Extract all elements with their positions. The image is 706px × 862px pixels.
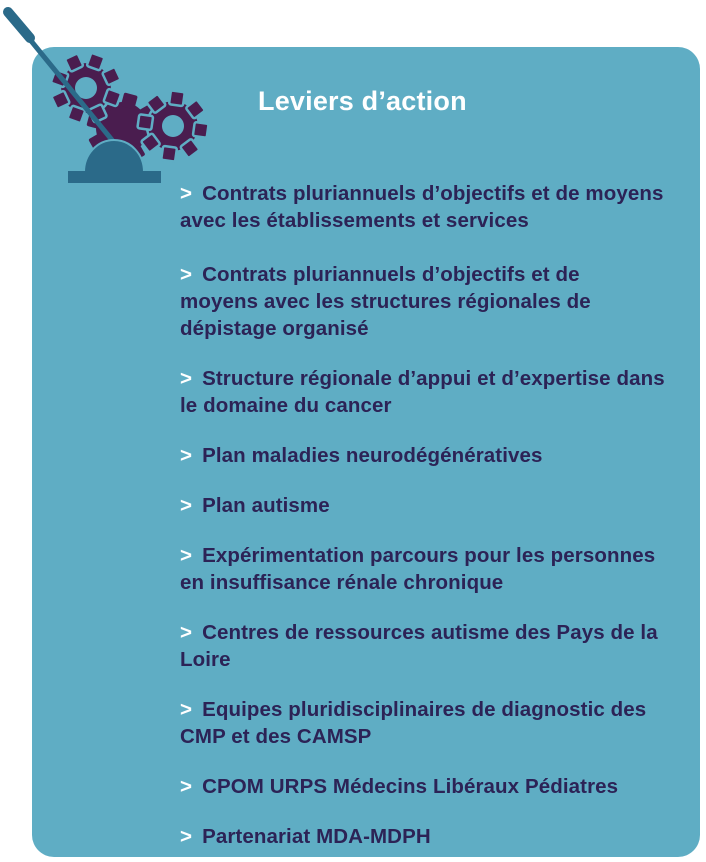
chevron-right-icon: > [180,621,193,644]
list-item [180,542,680,596]
list-item [180,261,650,342]
chevron-right-icon: > [180,444,193,467]
list-item-text: Partenariat MDA-MDPH [202,825,431,848]
chevron-right-icon: > [180,825,193,848]
list-item-text: Structure régionale d’appui et d’expertise dans le domaine du cancer [180,367,665,417]
list-item-text: Centres de ressources autisme des Pays de la Loire [180,621,658,671]
list-item [180,492,680,519]
list-item-text: CPOM URPS Médecins Libéraux Pédiatres [202,775,619,798]
list-item [180,365,680,419]
chevron-right-icon: > [180,263,193,286]
list-item-text: Plan autisme [202,494,330,517]
chevron-right-icon: > [180,367,193,390]
list-item-text: Plan maladies neurodégénératives [202,444,543,467]
lever-and-gears-icon [0,0,230,200]
list-item [180,773,680,800]
chevron-right-icon: > [180,698,193,721]
levers-list [180,180,680,850]
list-item-text: Contrats pluriannuels d’objectifs et de moyens avec les structures régionales de dépistage organisé [180,263,591,340]
list-item [180,619,680,673]
chevron-right-icon: > [180,775,193,798]
chevron-right-icon: > [180,494,193,517]
list-item [180,696,680,750]
page-title: Leviers d’action [258,86,467,116]
list-item [180,442,680,469]
list-item-text: Contrats pluriannuels d’objectifs et de moyens avec les établissements et services [180,182,664,232]
list-item-text: Equipes pluridisciplinaires de diagnostic des CMP et des CAMSP [180,698,647,748]
list-item-text: Expérimentation parcours pour les personnes en insuffisance rénale chronique [180,544,656,594]
list-item [180,823,680,850]
chevron-right-icon: > [180,544,193,567]
chevron-right-icon: > [180,182,193,205]
list-item [180,180,680,234]
